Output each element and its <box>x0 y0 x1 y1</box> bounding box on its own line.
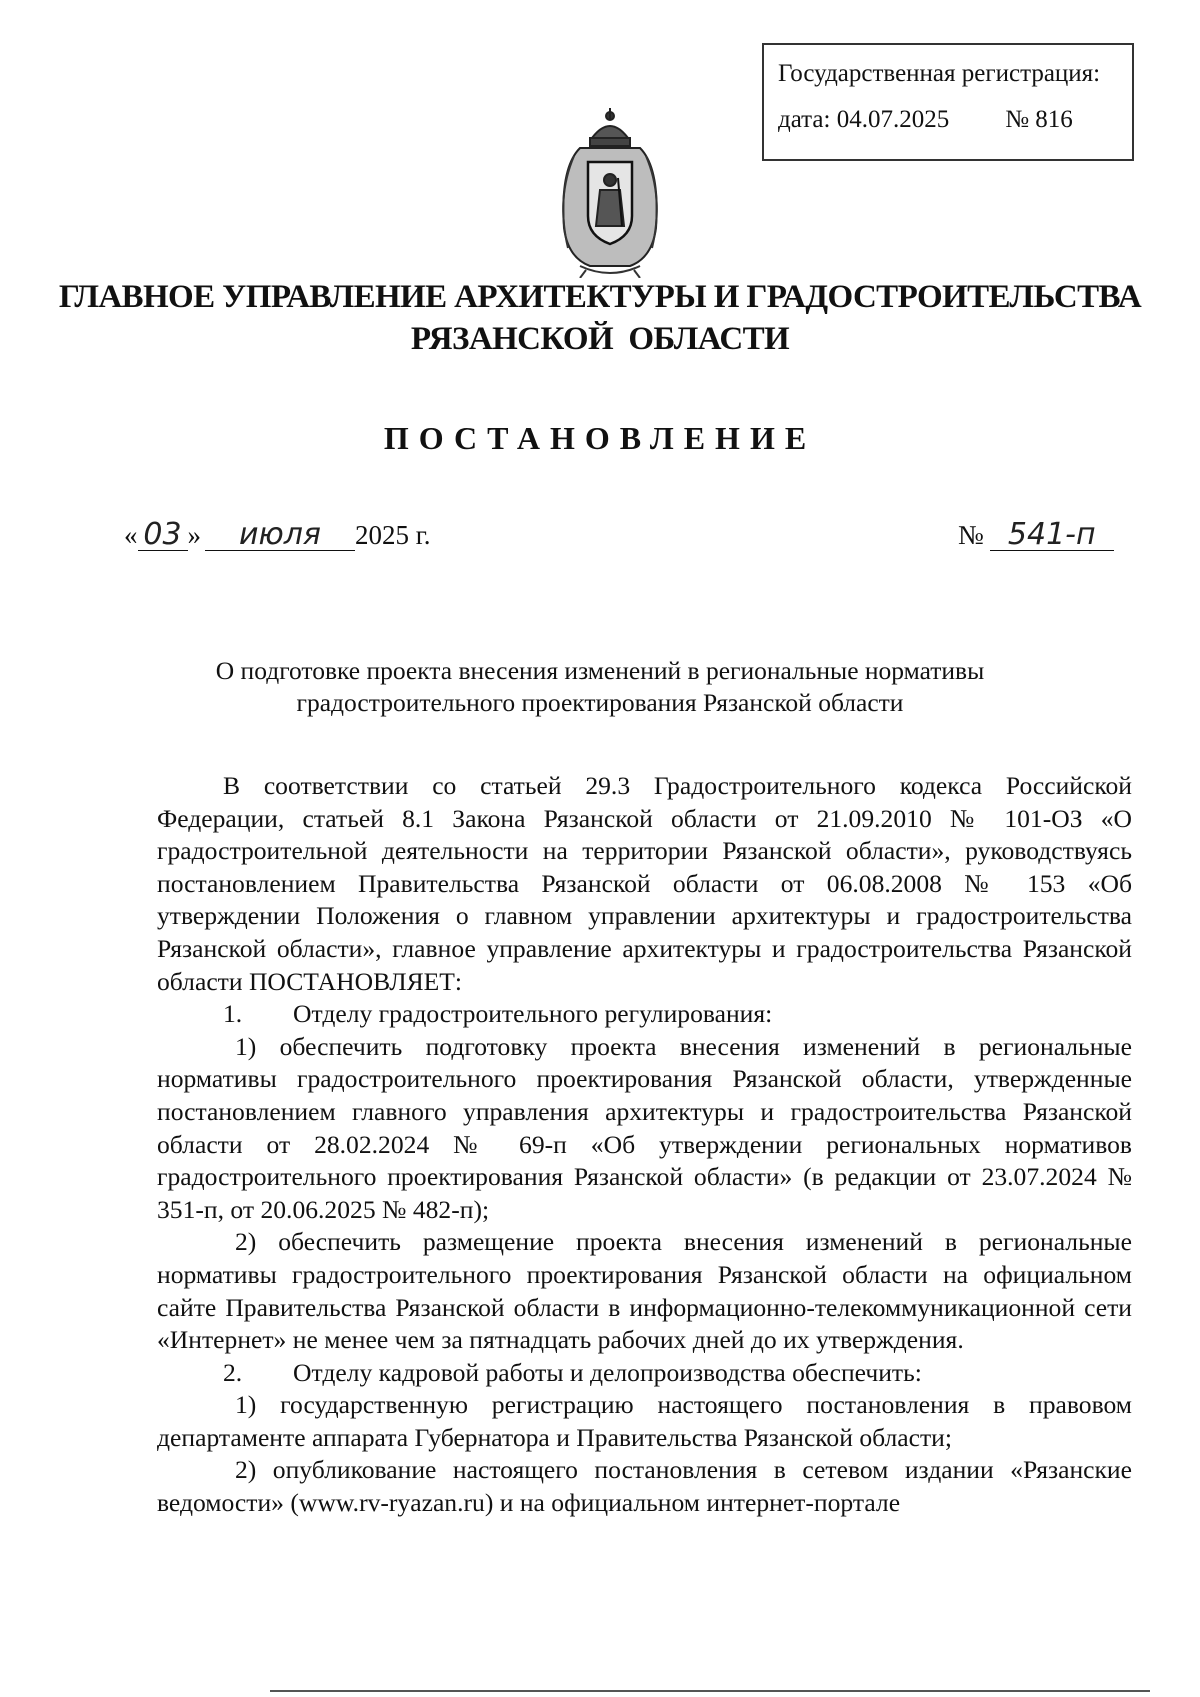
date-year: 2025 г. <box>355 520 431 550</box>
item-1-subitem-1: 1) обеспечить подготовку проекта внесения изменений в региональные нормативы градостроительного проектирования Рязанской области, утвержденные постановлением главного управления архитектуры и градостроительства Рязанской области от 28.02.2024 № 69-п «Об утверждении региональных нормативов градостроительного проектирования Рязанской области» (в редакции от 23.07.2024 № 351-п, от 20.06.2025 № 482-п); <box>157 1031 1132 1224</box>
registration-title: Государственная регистрация: <box>778 60 1101 87</box>
item-2 <box>157 1357 1132 1390</box>
item-2-number: 2. <box>223 1357 243 1387</box>
registration-details <box>778 105 1132 135</box>
document-number <box>958 517 1114 552</box>
date-month-handwritten: июля <box>205 520 355 551</box>
date-day-handwritten: 03 <box>138 520 188 551</box>
document-body <box>157 770 1132 1520</box>
agency-name <box>0 276 1200 360</box>
date-open-quote: « <box>124 520 138 550</box>
number-sign: № <box>958 520 984 550</box>
item-1-text: Отделу градостроительного регулирования: <box>293 999 773 1029</box>
item-1 <box>157 998 1132 1031</box>
document-date <box>124 517 431 552</box>
preamble-paragraph: В соответствии со статьей 29.3 Градостроительного кодекса Российской Федерации, статьей 8.1 Закона Рязанской области от 21.09.2010 № 101-ОЗ «О градостроительной деятельности на территории Рязанской области», руководствуясь постановлением Правительства Рязанской области от 06.08.2008 № 153 «Об утверждении Положения о главном управлении архитектуры и градостроительства Рязанской области», главное управление архитектуры и градостроительства Рязанской области ПОСТАНОВЛЯЕТ: <box>157 771 1132 996</box>
date-close-quote: » <box>187 520 201 550</box>
item-1-subitem-2: 2) обеспечить размещение проекта внесения изменений в региональные нормативы градостроительного проектирования Рязанской области на официальном сайте Правительства Рязанской области в информационно-телекоммуникационной сети «Интернет» не менее чем за пятнадцать рабочих дней до их утверждения. <box>157 1227 1132 1355</box>
document-subject <box>150 655 1050 719</box>
item-2-text: Отделу кадровой работы и делопроизводства обеспечить: <box>293 1357 922 1387</box>
subject-line2: градостроительного проектирования Рязанской области <box>296 688 904 717</box>
state-registration-stamp <box>762 43 1134 161</box>
agency-name-line1: ГЛАВНОЕ УПРАВЛЕНИЕ АРХИТЕКТУРЫ И ГРАДОСТРОИТЕЛЬСТВА <box>58 279 1142 315</box>
registration-date: дата: 04.07.2025 <box>778 106 950 133</box>
item-1-number: 1. <box>223 999 243 1029</box>
subject-line1: О подготовке проекта внесения изменений в региональные нормативы <box>215 656 985 685</box>
item-2-subitem-1: 1) государственную регистрацию настоящего постановления в правовом департаменте аппарата Губернатора и Правительства Рязанской области; <box>157 1390 1132 1452</box>
agency-name-line2: РЯЗАНСКОЙ ОБЛАСТИ <box>410 321 790 357</box>
registration-number: № 816 <box>1005 106 1073 133</box>
ryazan-coat-of-arms-icon <box>550 108 670 278</box>
coat-of-arms-graphic <box>550 108 670 278</box>
item-2-subitem-2: 2) опубликование настоящего постановления в сетевом издании «Рязанские ведомости» (www.rv-ryazan.ru) и на официальном интернет-портале <box>157 1455 1132 1518</box>
number-handwritten: 541-п <box>990 520 1114 551</box>
page-bottom-edge-line <box>270 1690 1150 1692</box>
document-type-heading: ПОСТАНОВЛЕНИЕ <box>383 420 817 456</box>
